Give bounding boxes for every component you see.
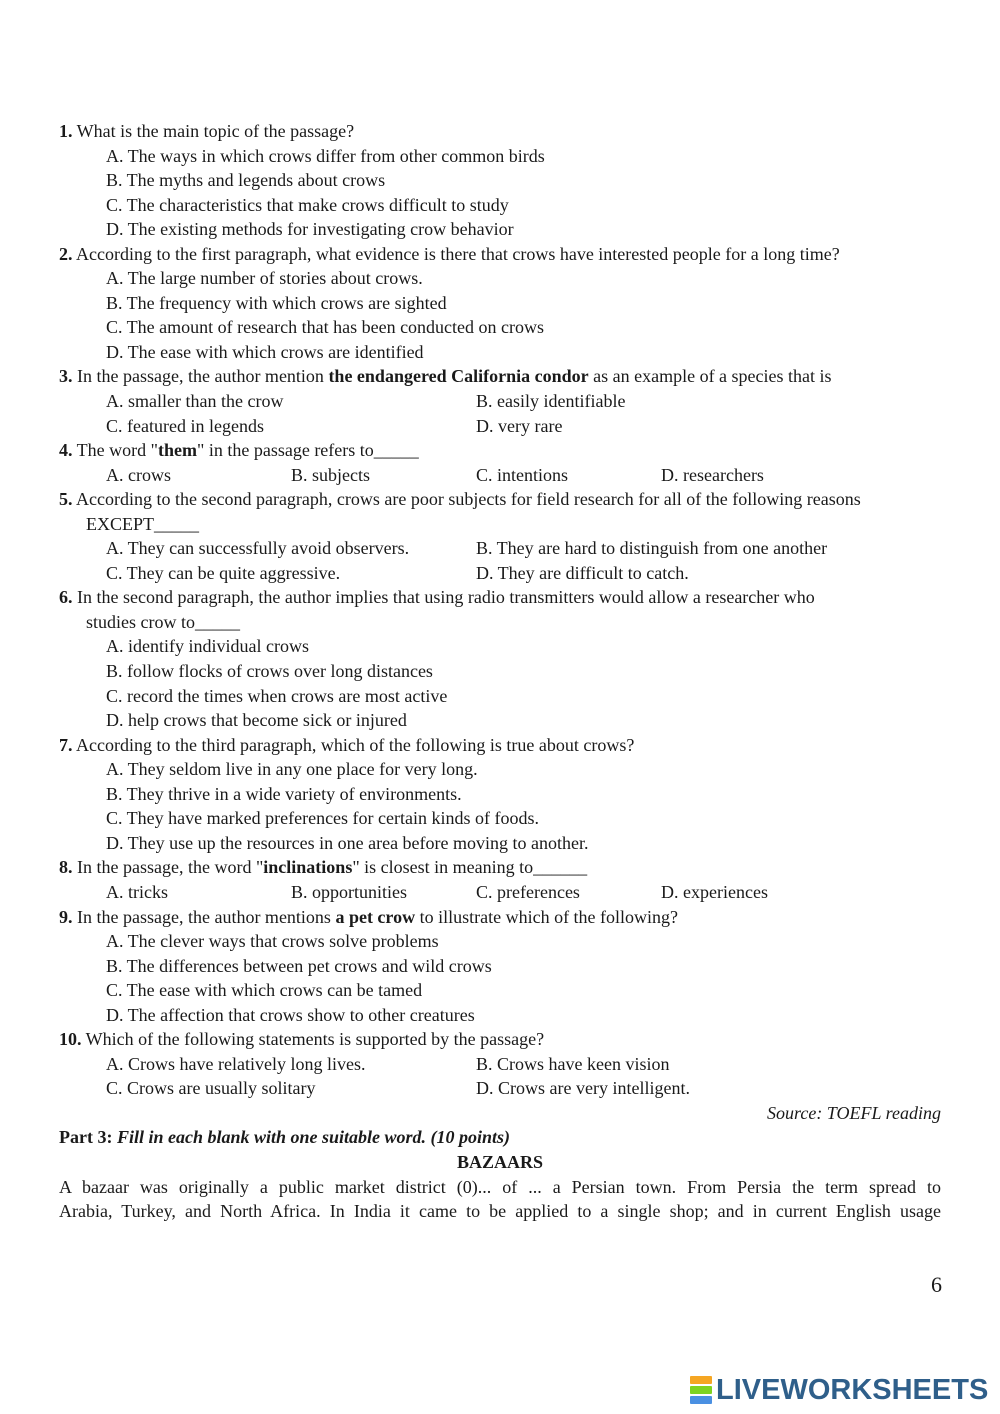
option-4d[interactable]: D. researchers [661,464,764,485]
question-9: 9. In the passage, the author mentions a pet crow to illustrate which of the following? [59,906,679,927]
options-10-row1 [59,1052,941,1077]
question-3: 3. In the passage, the author mention the endangered California condor as an example of a species that is [59,366,832,387]
option-5c[interactable]: C. They can be quite aggressive. [106,562,341,583]
option-4c[interactable]: C. intentions [476,464,569,485]
question-5: 5. According to the second paragraph, crows are poor subjects for field research for all of the following reasons [59,489,861,510]
liveworksheets-logo-icon [690,1376,712,1404]
question-10: 10. Which of the following statements is supported by the passage? [59,1029,545,1050]
question-6-continuation: studies crow to_____ [86,611,240,632]
options-10-row2 [59,1076,941,1101]
options-3-row2 [59,414,941,439]
option-2c[interactable]: C. The amount of research that has been conducted on crows [106,317,545,338]
page-number: 6 [931,1272,942,1297]
option-8b[interactable]: B. opportunities [291,881,407,902]
option-1c[interactable]: C. The characteristics that make crows difficult to study [106,194,509,215]
option-7b[interactable]: B. They thrive in a wide variety of environments. [106,783,462,804]
option-7d[interactable]: D. They use up the resources in one area before moving to another. [106,832,589,853]
part3-paragraph-line2: Arabia, Turkey, and North Africa. In India it came to be applied to a single shop; and in current English usage [59,1201,941,1222]
option-3b[interactable]: B. easily identifiable [476,391,626,412]
option-10d[interactable]: D. Crows are very intelligent. [476,1078,690,1099]
question-6: 6. In the second paragraph, the author implies that using radio transmitters would allow a researcher who [59,587,815,608]
option-6d[interactable]: D. help crows that become sick or injured [106,710,407,731]
part3-heading: Part 3: Fill in each blank with one suitable word. (10 points) [59,1127,511,1148]
option-6a[interactable]: A. identify individual crows [106,636,309,657]
question-7: 7. According to the third paragraph, which of the following is true about crows? [59,734,635,755]
options-5-row1 [59,536,941,561]
options-5-row2 [59,561,941,586]
option-3a[interactable]: A. smaller than the crow [106,391,284,412]
option-2a[interactable]: A. The large number of stories about crows. [106,268,423,289]
option-6c[interactable]: C. record the times when crows are most active [106,685,448,706]
source-note: Source: TOEFL reading [767,1102,941,1123]
option-1d[interactable]: D. The existing methods for investigating crow behavior [106,219,514,240]
option-9b[interactable]: B. The differences between pet crows and wild crows [106,955,492,976]
option-10b[interactable]: B. Crows have keen vision [476,1053,670,1074]
option-1b[interactable]: B. The myths and legends about crows [106,170,386,191]
question-5-continuation: EXCEPT_____ [86,513,200,534]
question-8: 8. In the passage, the word "inclinations" is closest in meaning to______ [59,857,588,878]
liveworksheets-logo [690,1373,988,1407]
option-6b[interactable]: B. follow flocks of crows over long distances [106,661,433,682]
option-10a[interactable]: A. Crows have relatively long lives. [106,1053,366,1074]
option-9a[interactable]: A. The clever ways that crows solve problems [106,931,439,952]
option-10c[interactable]: C. Crows are usually solitary [106,1078,316,1099]
option-2d[interactable]: D. The ease with which crows are identified [106,341,424,362]
option-9d[interactable]: D. The affection that crows show to other creatures [106,1004,475,1025]
option-3d[interactable]: D. very rare [476,415,563,436]
option-8a[interactable]: A. tricks [106,881,168,902]
question-2: 2. According to the first paragraph, what evidence is there that crows have interested people for a long time? [59,243,840,264]
questions-area [59,119,941,1224]
question-4: 4. The word "them" in the passage refers to_____ [59,440,419,461]
option-9c[interactable]: C. The ease with which crows can be tamed [106,980,423,1001]
logo-text: LIVEWORKSHEETS [716,1373,989,1406]
option-5d[interactable]: D. They are difficult to catch. [476,562,689,583]
options-4 [59,463,941,488]
part3-paragraph-line1: A bazaar was originally a public market district (0)... of ... a Persian town. From Persia the term spread to [59,1176,941,1197]
option-1a[interactable]: A. The ways in which crows differ from other common birds [106,145,545,166]
option-2b[interactable]: B. The frequency with which crows are sighted [106,292,447,313]
option-5b[interactable]: B. They are hard to distinguish from one another [476,538,828,559]
option-3c[interactable]: C. featured in legends [106,415,264,436]
option-8d[interactable]: D. experiences [661,881,768,902]
option-5a[interactable]: A. They can successfully avoid observers. [106,538,410,559]
option-4b[interactable]: B. subjects [291,464,370,485]
option-8c[interactable]: C. preferences [476,881,580,902]
options-3-row1 [59,389,941,414]
option-7c[interactable]: C. They have marked preferences for certain kinds of foods. [106,808,540,829]
options-8 [59,880,941,905]
part3-title: BAZAARS [456,1151,544,1172]
option-7a[interactable]: A. They seldom live in any one place for very long. [106,759,478,780]
option-4a[interactable]: A. crows [106,464,171,485]
question-1: 1. What is the main topic of the passage? [59,121,355,141]
